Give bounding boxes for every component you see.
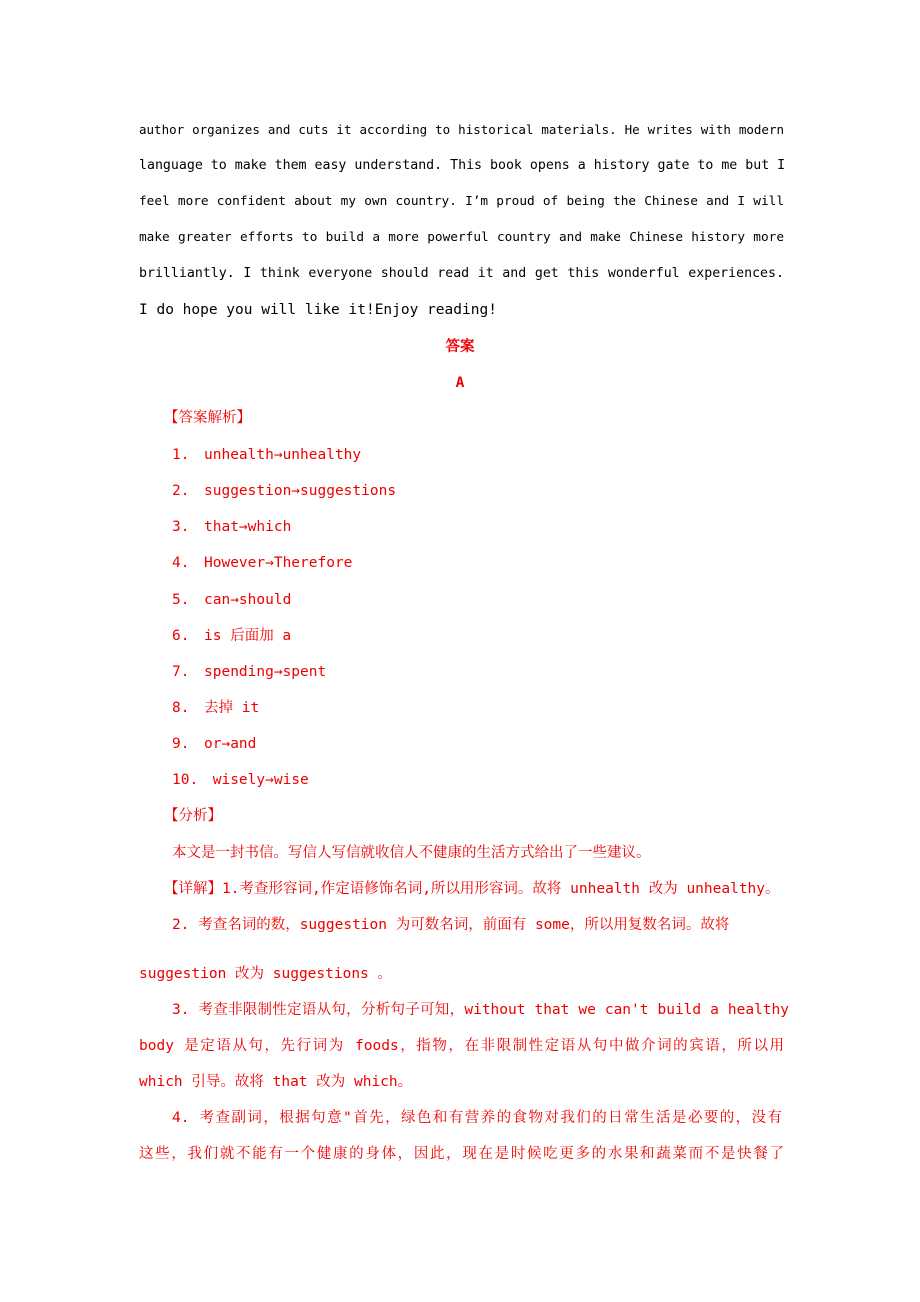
item-number: 5.: [172, 592, 190, 608]
list-item: [172, 481, 817, 501]
item-number: 3.: [172, 519, 190, 535]
item-text: suggestion→suggestions: [204, 483, 397, 499]
detail-2-line: suggestion 改为 suggestions 。: [139, 966, 393, 982]
passage-line: feel more confident about my own country. I’m proud of being the Chinese and I will: [139, 194, 784, 209]
list-item: [172, 770, 817, 790]
analysis-heading: 【答案解析】: [164, 410, 251, 426]
detail-3-line: body 是定语从句，先行词为 foods，指物，在非限制性定语从句中做介词的宾语，所以用: [139, 1038, 784, 1054]
item-number: 1.: [172, 447, 190, 463]
passage-line: I do hope you will like it!Enjoy reading!: [139, 302, 497, 318]
item-number: 10.: [172, 772, 199, 788]
item-number: 4.: [172, 555, 190, 571]
detail-3-line: 3. 考查非限制性定语从句，分析句子可知，without that we can't build a healthy: [172, 1002, 789, 1018]
item-text: spending→spent: [204, 664, 327, 680]
item-text: that→which: [204, 519, 292, 535]
list-item: [172, 698, 817, 718]
xiangjie-line: [164, 879, 809, 899]
detail-2-line: 2. 考查名词的数，suggestion 为可数名词，前面有 some，所以用复数名词。故将: [172, 917, 730, 933]
passage-line: brilliantly. I think everyone should read it and get this wonderful experiences.: [139, 266, 784, 281]
list-item: [172, 626, 817, 646]
passage-line: make greater efforts to build a more powerful country and make Chinese history more: [139, 230, 784, 245]
detail-4-line: 4. 考查副词，根据句意"首先，绿色和有营养的食物对我们的日常生活是必要的，没有: [172, 1110, 782, 1126]
list-item: [172, 734, 817, 754]
item-text: unhealth→unhealthy: [204, 447, 362, 463]
xiangjie-text: 1.考查形容词,作定语修饰名词,所以用形容词。故将 unhealth 改为 unhealthy。: [222, 881, 780, 897]
answer-choice: A: [455, 375, 465, 391]
item-text: 去掉 it: [204, 700, 260, 716]
passage-line: language to make them easy understand. This book opens a history gate to me but I: [139, 158, 786, 173]
list-item: [172, 445, 817, 465]
passage-line: author organizes and cuts it according to historical materials. He writes with modern: [139, 122, 784, 137]
item-number: 8.: [172, 700, 190, 716]
list-item: [172, 662, 817, 682]
item-text: wisely→wise: [204, 772, 309, 788]
item-text: However→Therefore: [204, 555, 353, 571]
answer-heading: 答案: [445, 339, 475, 355]
item-number: 9.: [172, 736, 190, 752]
item-number: 6.: [172, 628, 190, 644]
fenxi-text: 本文是一封书信。写信人写信就收信人不健康的生活方式给出了一些建议。: [172, 845, 651, 861]
list-item: [172, 553, 817, 573]
fenxi-heading: 【分析】: [164, 808, 222, 824]
item-text: can→should: [204, 592, 292, 608]
item-number: 7.: [172, 664, 190, 680]
list-item: [172, 517, 817, 537]
detail-4-line: 这些，我们就不能有一个健康的身体，因此，现在是时候吃更多的水果和蔬菜而不是快餐了: [139, 1146, 784, 1162]
item-text: or→and: [204, 736, 257, 752]
xiangjie-heading: 【详解】: [164, 881, 222, 897]
item-text: is 后面加 a: [204, 628, 292, 644]
detail-3-line: which 引导。故将 that 改为 which。: [139, 1074, 413, 1090]
item-number: 2.: [172, 483, 190, 499]
list-item: [172, 590, 817, 610]
